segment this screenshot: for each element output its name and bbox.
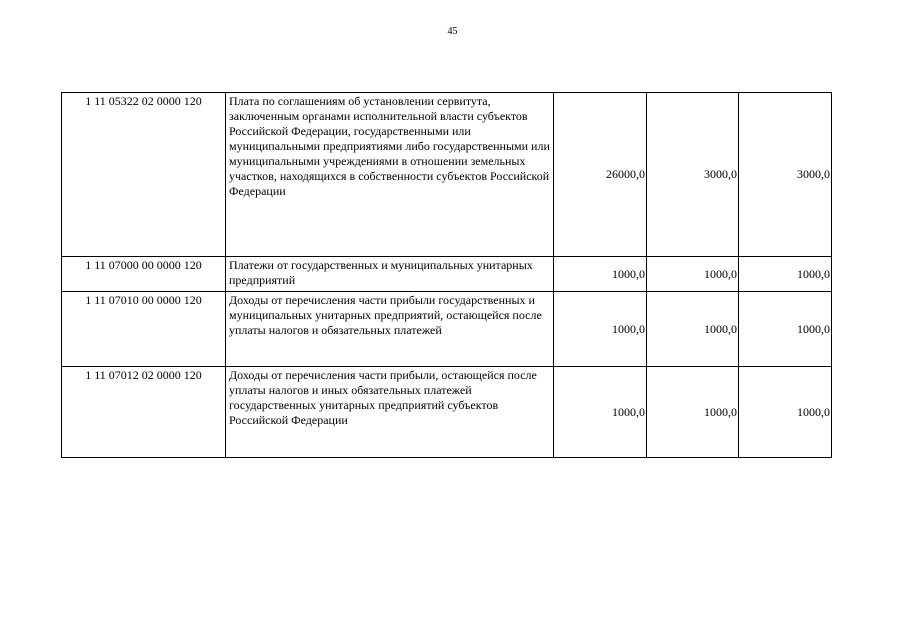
- amount-year-2-cell: 3000,0: [647, 93, 739, 257]
- amount-year-3-cell: 1000,0: [739, 292, 832, 367]
- page-number: 45: [447, 26, 458, 37]
- revenue-code-cell: 1 11 07010 00 0000 120: [62, 292, 226, 367]
- amount-year-1-cell: 1000,0: [554, 367, 647, 458]
- amount-year-1-cell: 1000,0: [554, 257, 647, 292]
- table-row: [62, 292, 832, 367]
- revenue-code-cell: 1 11 07000 00 0000 120: [62, 257, 226, 292]
- revenue-name-cell: Плата по соглашениям об установлении сервитута, заключенным органами исполнительной власти субъектов Российской Федерации, государственными или муниципальными предприятиями либо государственными или муниципальными учреждениями в отношении земельных участков, находящихся в собственности субъектов Российской Федерации: [226, 93, 554, 257]
- amount-year-1-cell: 26000,0: [554, 93, 647, 257]
- table-row: [62, 93, 832, 257]
- amount-year-2-cell: 1000,0: [647, 367, 739, 458]
- revenue-name-cell: Доходы от перечисления части прибыли государственных и муниципальных унитарных предприятий, остающейся после уплаты налогов и обязательных платежей: [226, 292, 554, 367]
- amount-year-1-cell: 1000,0: [554, 292, 647, 367]
- revenue-name-cell: Платежи от государственных и муниципальных унитарных предприятий: [226, 257, 554, 292]
- amount-year-2-cell: 1000,0: [647, 292, 739, 367]
- amount-year-3-cell: 3000,0: [739, 93, 832, 257]
- amount-year-2-cell: 1000,0: [647, 257, 739, 292]
- budget-revenue-table: [61, 92, 832, 458]
- amount-year-3-cell: 1000,0: [739, 257, 832, 292]
- revenue-code-cell: 1 11 07012 02 0000 120: [62, 367, 226, 458]
- amount-year-3-cell: 1000,0: [739, 367, 832, 458]
- table-row: [62, 257, 832, 292]
- table-row: [62, 367, 832, 458]
- revenue-name-cell: Доходы от перечисления части прибыли, остающейся после уплаты налогов и иных обязательных платежей государственных унитарных предприятий субъектов Российской Федерации: [226, 367, 554, 458]
- revenue-code-cell: 1 11 05322 02 0000 120: [62, 93, 226, 257]
